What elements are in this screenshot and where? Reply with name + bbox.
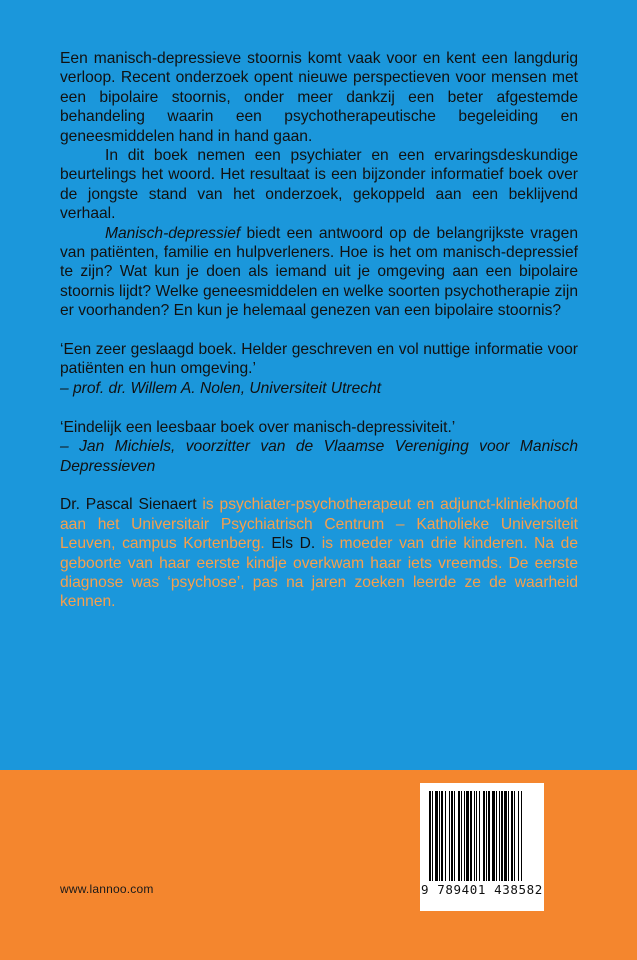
barcode-bar	[474, 791, 475, 881]
barcode-bar	[504, 791, 507, 881]
barcode-bar	[486, 791, 487, 881]
quote-2: ‘Eindelijk een leesbaar boek over manisch-depressiviteit.’	[60, 418, 456, 436]
barcode-bar	[476, 791, 477, 881]
barcode-bar	[464, 791, 465, 881]
barcode-bar	[521, 791, 522, 881]
barcode-bar	[441, 791, 443, 881]
isbn-number: 9 789401 438582	[421, 882, 543, 897]
barcode-bar	[492, 791, 495, 881]
barcode-bar	[508, 791, 509, 881]
barcode-bar	[429, 791, 431, 881]
barcode-bar	[511, 791, 513, 881]
quote-1-attribution: – prof. dr. Willem A. Nolen, Universiteit Utrecht	[60, 379, 382, 397]
barcode-bar	[451, 791, 453, 881]
quote-2-attribution: – Jan Michiels, voorzitter van de Vlaamse Vereniging voor Manisch Depressieven	[60, 438, 578, 475]
barcode-bar	[499, 791, 500, 881]
author-bios	[60, 495, 578, 611]
barcode-bar	[435, 791, 438, 881]
barcode-bar	[518, 791, 519, 881]
barcode-bar	[439, 791, 440, 881]
barcode-bar	[514, 791, 515, 881]
barcode-bar	[496, 791, 497, 881]
author-2-bio: is moeder van drie kinderen. Na de geboorte van haar eerste kindje overkwam haar iets vreemds. De eerste diagnose was ‘psychose’, pas na jaren zoeken leerde ze de waarheid kennen.	[60, 535, 578, 611]
author-1-name: Dr. Pascal Sienaert	[60, 496, 197, 514]
quote-1: ‘Een zeer geslaagd boek. Helder geschreven en vol nuttige informatie voor patiënten en hun omgeving.’	[60, 341, 578, 378]
barcode-bar	[458, 791, 460, 881]
barcode-bar	[454, 791, 455, 881]
barcode-bar	[466, 791, 469, 881]
barcode-bar	[501, 791, 503, 881]
barcode-label	[420, 783, 544, 911]
barcode-bar	[488, 791, 490, 881]
barcode-bars	[429, 791, 535, 881]
barcode-bar	[432, 791, 433, 881]
barcode-bar	[449, 791, 450, 881]
publisher-url[interactable]: www.lannoo.com	[60, 882, 154, 896]
book-title-inline: Manisch-depressief	[105, 224, 241, 242]
barcode-bar	[470, 791, 472, 881]
blurb-paragraph-3	[60, 224, 578, 321]
blurb-paragraph-3-text: biedt een antwoord op de belangrijkste vragen van patiënten, familie en hulpverleners. Hoe is het om manisch-depressief te zijn? Wat kun je doen als iemand uit je omgeving aan een bipolaire stoornis lijdt? Welke geneesmiddelen en welke soorten psychotherapie zijn er voorhanden? En kun je helemaal genezen van een bipolaire stoornis?	[60, 224, 578, 320]
barcode-bar	[461, 791, 462, 881]
author-2-name: Els D.	[271, 535, 316, 553]
blurb-paragraph-2: In dit boek nemen een psychiater en een ervaringsdeskundige beurtelings het woord. Het resultaat is een bijzonder informatief boek over de jongste stand van het onderzoek, gekoppeld aan een beklijvend verhaal.	[60, 147, 578, 223]
barcode-bar	[479, 791, 480, 881]
blurb-paragraph-1: Een manisch-depressieve stoornis komt vaak voor en kent een langdurig verloop. Recent onderzoek opent nieuwe perspectieven voor mensen met een bipolaire stoornis, onder meer dankzij een beter afgestemde behandeling waarin een psychotherapeutische begeleiding en geneesmiddelen hand in hand gaan.	[60, 50, 578, 145]
barcode-bar	[483, 791, 485, 881]
back-cover-text	[60, 49, 578, 612]
author-1-bio: is psychiater-psychotherapeut en adjunct-kliniekhoofd aan het Universitair Psychiatrisch Centrum – Katholieke Universiteit Leuven, campus Kortenberg.	[60, 496, 578, 553]
barcode-bar	[445, 791, 446, 881]
